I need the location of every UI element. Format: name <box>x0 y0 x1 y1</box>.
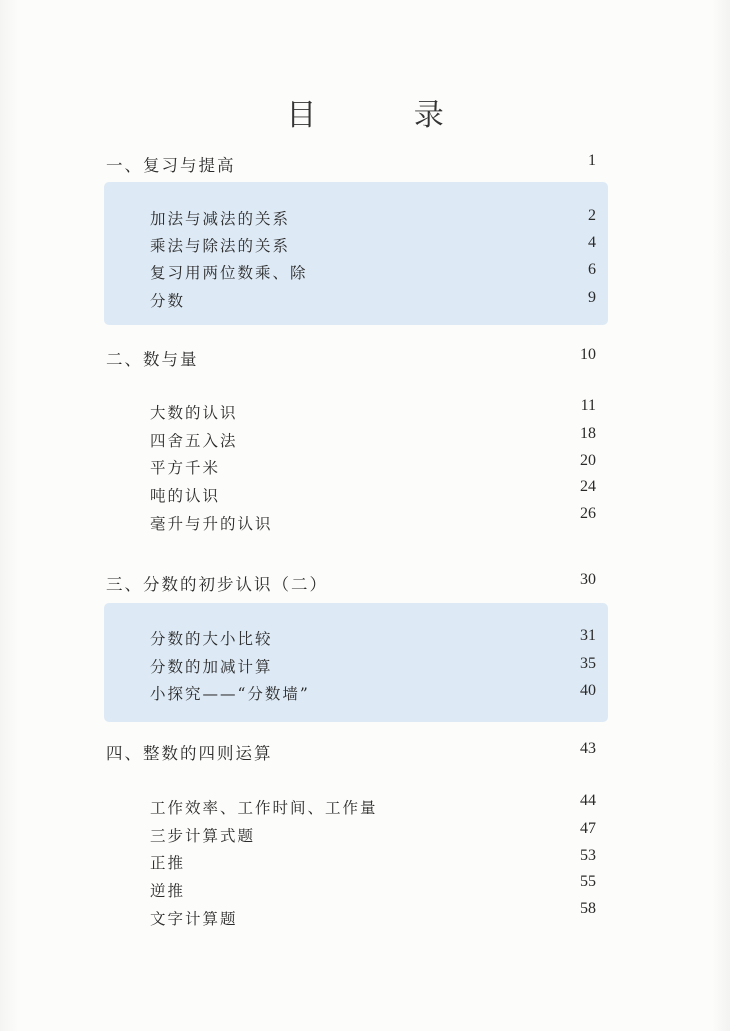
toc-item <box>150 452 596 482</box>
item-page-number: 9 <box>588 289 596 306</box>
item-title: 四舍五入法 <box>150 432 238 450</box>
toc-item <box>150 207 596 233</box>
item-title: 正推 <box>150 854 186 872</box>
toc-item <box>150 627 596 653</box>
toc-item <box>150 820 596 850</box>
toc-item <box>150 425 596 455</box>
chapter-2 <box>106 346 596 376</box>
toc-item <box>150 261 596 287</box>
toc-item <box>150 478 596 510</box>
item-page-number: 11 <box>580 397 596 414</box>
item-page-number: 40 <box>580 682 596 699</box>
item-title: 大数的认识 <box>150 404 238 422</box>
item-title: 分数的加减计算 <box>150 658 273 676</box>
chapter-page-number: 43 <box>580 740 596 757</box>
chapter-1 <box>106 152 596 182</box>
toc-item <box>150 900 596 933</box>
chapter-page-number: 10 <box>580 346 596 363</box>
item-title: 平方千米 <box>150 459 221 477</box>
toc-item <box>150 792 596 822</box>
item-page-number: 44 <box>580 792 596 809</box>
item-title: 三步计算式题 <box>150 827 256 845</box>
item-page-number: 24 <box>580 478 596 495</box>
item-page-number: 4 <box>588 234 596 251</box>
item-page-number: 2 <box>588 207 596 224</box>
item-title: 复习用两位数乘、除 <box>150 264 308 282</box>
toc-item <box>150 682 596 708</box>
chapter-page-number: 1 <box>588 152 596 169</box>
item-page-number: 26 <box>580 505 596 522</box>
chapter-3 <box>106 571 596 601</box>
toc-item <box>150 873 596 905</box>
page-title: 目 录 <box>286 98 488 133</box>
chapter-title: 二、数与量 <box>106 350 199 369</box>
item-page-number: 58 <box>580 900 596 917</box>
chapter-page-number: 30 <box>580 571 596 588</box>
toc-item <box>150 655 596 681</box>
item-page-number: 35 <box>580 655 596 672</box>
item-title: 小探究——“分数墙” <box>150 685 310 703</box>
item-title: 毫升与升的认识 <box>150 515 273 533</box>
toc-item <box>150 234 596 260</box>
item-page-number: 20 <box>580 452 596 469</box>
chapter-title: 一、复习与提高 <box>106 156 236 175</box>
item-title: 乘法与除法的关系 <box>150 237 291 255</box>
item-title: 文字计算题 <box>150 910 238 928</box>
toc-item <box>150 847 596 877</box>
item-title: 逆推 <box>150 882 186 900</box>
item-title: 分数的大小比较 <box>150 630 273 648</box>
chapter-4 <box>106 740 596 770</box>
item-page-number: 53 <box>580 847 596 864</box>
item-title: 吨的认识 <box>150 487 221 505</box>
item-page-number: 6 <box>588 261 596 278</box>
chapter-title: 四、整数的四则运算 <box>106 744 273 763</box>
toc-item <box>150 289 596 315</box>
item-page-number: 18 <box>580 425 596 442</box>
item-page-number: 55 <box>580 873 596 890</box>
toc-item <box>150 505 596 538</box>
item-title: 工作效率、工作时间、工作量 <box>150 799 378 817</box>
item-page-number: 47 <box>580 820 596 837</box>
item-page-number: 31 <box>580 627 596 644</box>
item-title: 分数 <box>150 292 186 310</box>
chapter-title: 三、分数的初步认识（二） <box>106 575 328 594</box>
toc-item <box>150 397 596 427</box>
item-title: 加法与减法的关系 <box>150 210 291 228</box>
